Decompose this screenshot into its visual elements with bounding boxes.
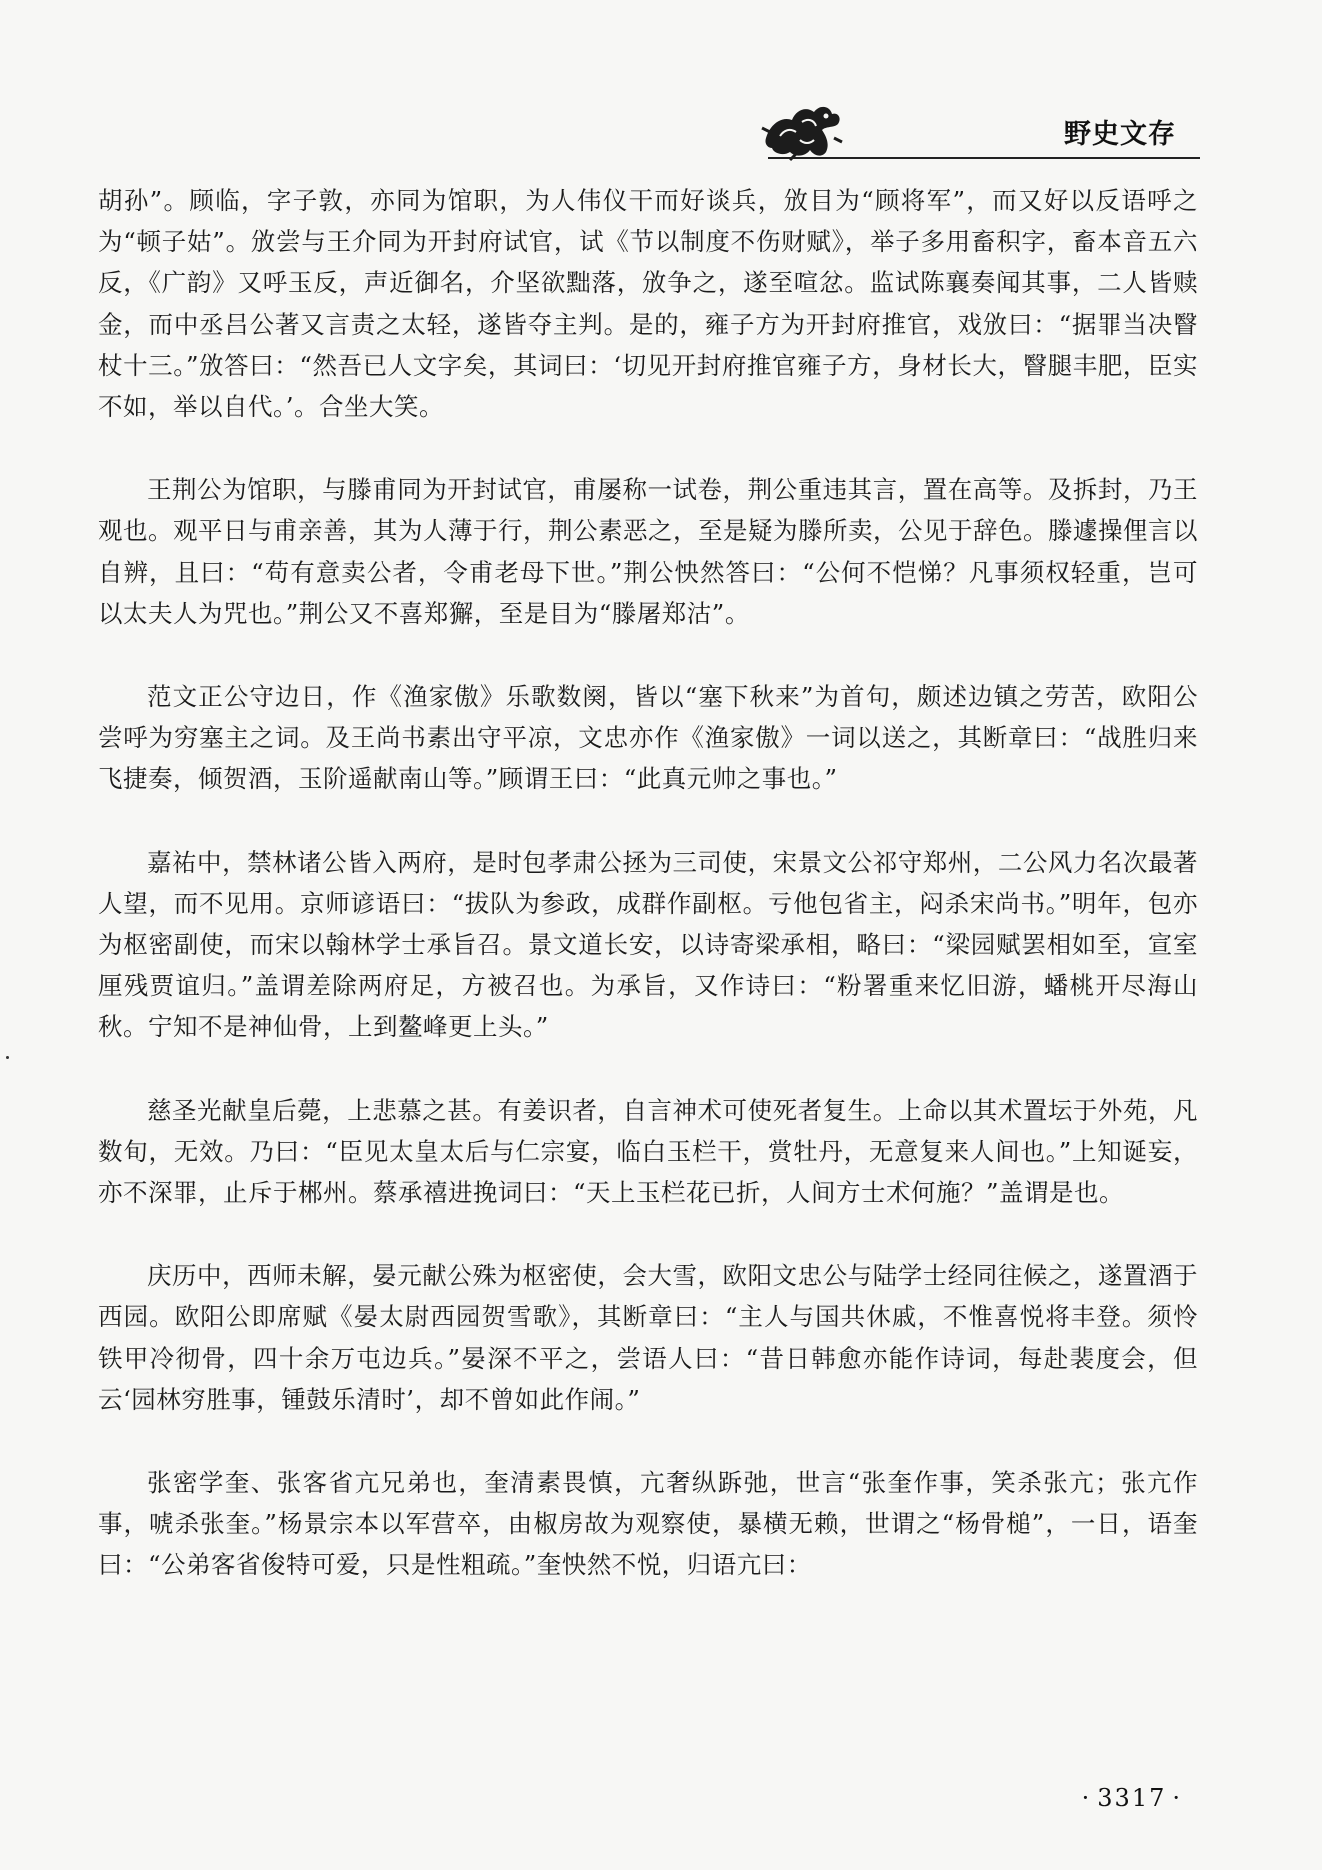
page-number: 3317	[1097, 1784, 1167, 1812]
footer-dot: ·	[1081, 1784, 1092, 1812]
running-header	[760, 98, 1200, 166]
body-text	[98, 180, 1198, 1586]
paragraph: 嘉祐中，禁林诸公皆入两府，是时包孝肃公拯为三司使，宋景文公祁守郑州，二公风力名次最著人望，而不见用。京师谚语曰：“拔队为参政，成群作副枢。亏他包省主，闷杀宋尚书。”明年，包亦为枢密副使，而宋以翰林学士承旨召。景文道长安，以诗寄梁承相，略曰：“梁园赋罢相如至，宣室厘残贾谊归。”盖谓差除两府足，方被召也。为承旨，又作诗曰：“粉署重来忆旧游，蟠桃开尽海山秋。宁知不是神仙骨，上到鳌峰更上头。”	[98, 847, 1198, 1042]
paragraph: 慈圣光献皇后薨，上悲慕之甚。有姜识者，自言神术可使死者复生。上命以其术置坛于外苑，凡数旬，无效。乃曰：“臣见太皇太后与仁宗宴，临白玉栏干，赏牡丹，无意复来人间也。”上知诞妄，亦不深罪，止斥于郴州。蔡承禧进挽词曰：“天上玉栏花已折，人间方士术何施？”盖谓是也。	[98, 1095, 1198, 1208]
paragraph: 张密学奎、张客省亢兄弟也，奎清素畏慎，亢奢纵跅弛，世言“张奎作事，笑杀张亢；张亢作事，唬杀张奎。”杨景宗本以军营卒，由椒房故为观察使，暴横无赖，世谓之“杨骨槌”，一日，语奎曰：“公弟客省俊特可爱，只是性粗疏。”奎怏然不悦，归语亢曰：	[98, 1468, 1198, 1580]
dragon-emblem-icon	[760, 98, 844, 164]
header-rule	[768, 157, 1200, 159]
page-footer	[1076, 1784, 1188, 1812]
paragraph: 范文正公守边日，作《渔家傲》乐歌数阕，皆以“塞下秋来”为首句，颇述边镇之劳苦，欧阳公尝呼为穷塞主之词。及王尚书素出守平凉，文忠亦作《渔家傲》一词以送之，其断章曰：“战胜归来飞捷奏，倾贺酒，玉阶遥献南山等。”顾谓王曰：“此真元帅之事也。”	[98, 682, 1198, 794]
paragraph: 庆历中，西师未解，晏元献公殊为枢密使，会大雪，欧阳文忠公与陆学士经同往候之，遂置酒于西园。欧阳公即席赋《晏太尉西园贺雪歌》，其断章曰：“主人与国共休戚，不惟喜悦将丰登。须怜铁甲冷彻骨，四十余万屯边兵。”晏深不平之，尝语人曰：“昔日韩愈亦能作诗词，每赴裴度会，但云‘园林穷胜事，锺鼓乐清时’，却不曾如此作闹。”	[98, 1261, 1198, 1414]
header-title: 野史文存	[1064, 119, 1176, 150]
paragraph: 胡孙”。顾临，字子敦，亦同为馆职，为人伟仪干而好谈兵，攽目为“顾将军”，而又好以反语呼之为“顿子姑”。攽尝与王介同为开封府试官，试《节以制度不伤财赋》，举子多用畜积字，畜本音五六反，《广韵》又呼玉反，声近御名，介坚欲黜落，攽争之，遂至喧忿。监试陈襄奏闻其事，二人皆赎金，而中丞吕公著又言责之太轻，遂皆夺主判。是的，雍子方为开封府推官，戏攽曰：“据罪当决瞖杖十三。”攽答曰：“然吾已人文字矣，其词曰：‘切见开封府推官雍子方，身材长大，瞖腿丰肥，臣实不如，举以自代。’。合坐大笑。	[98, 186, 1198, 422]
scan-speck	[6, 1056, 9, 1059]
footer-dot: ·	[1172, 1784, 1182, 1812]
paragraph: 王荆公为馆职，与滕甫同为开封试官，甫屡称一试卷，荆公重违其言，置在高等。及拆封，乃王观也。观平日与甫亲善，其为人薄于行，荆公素恶之，至是疑为滕所卖，公见于辞色。滕遽操俚言以自辨，且曰：“苟有意卖公者，令甫老母下世。”荆公怏然答曰：“公何不恺悌？凡事须权轻重，岂可以太夫人为咒也。”荆公又不喜郑獬，至是目为“滕屠郑沽”。	[98, 475, 1198, 628]
